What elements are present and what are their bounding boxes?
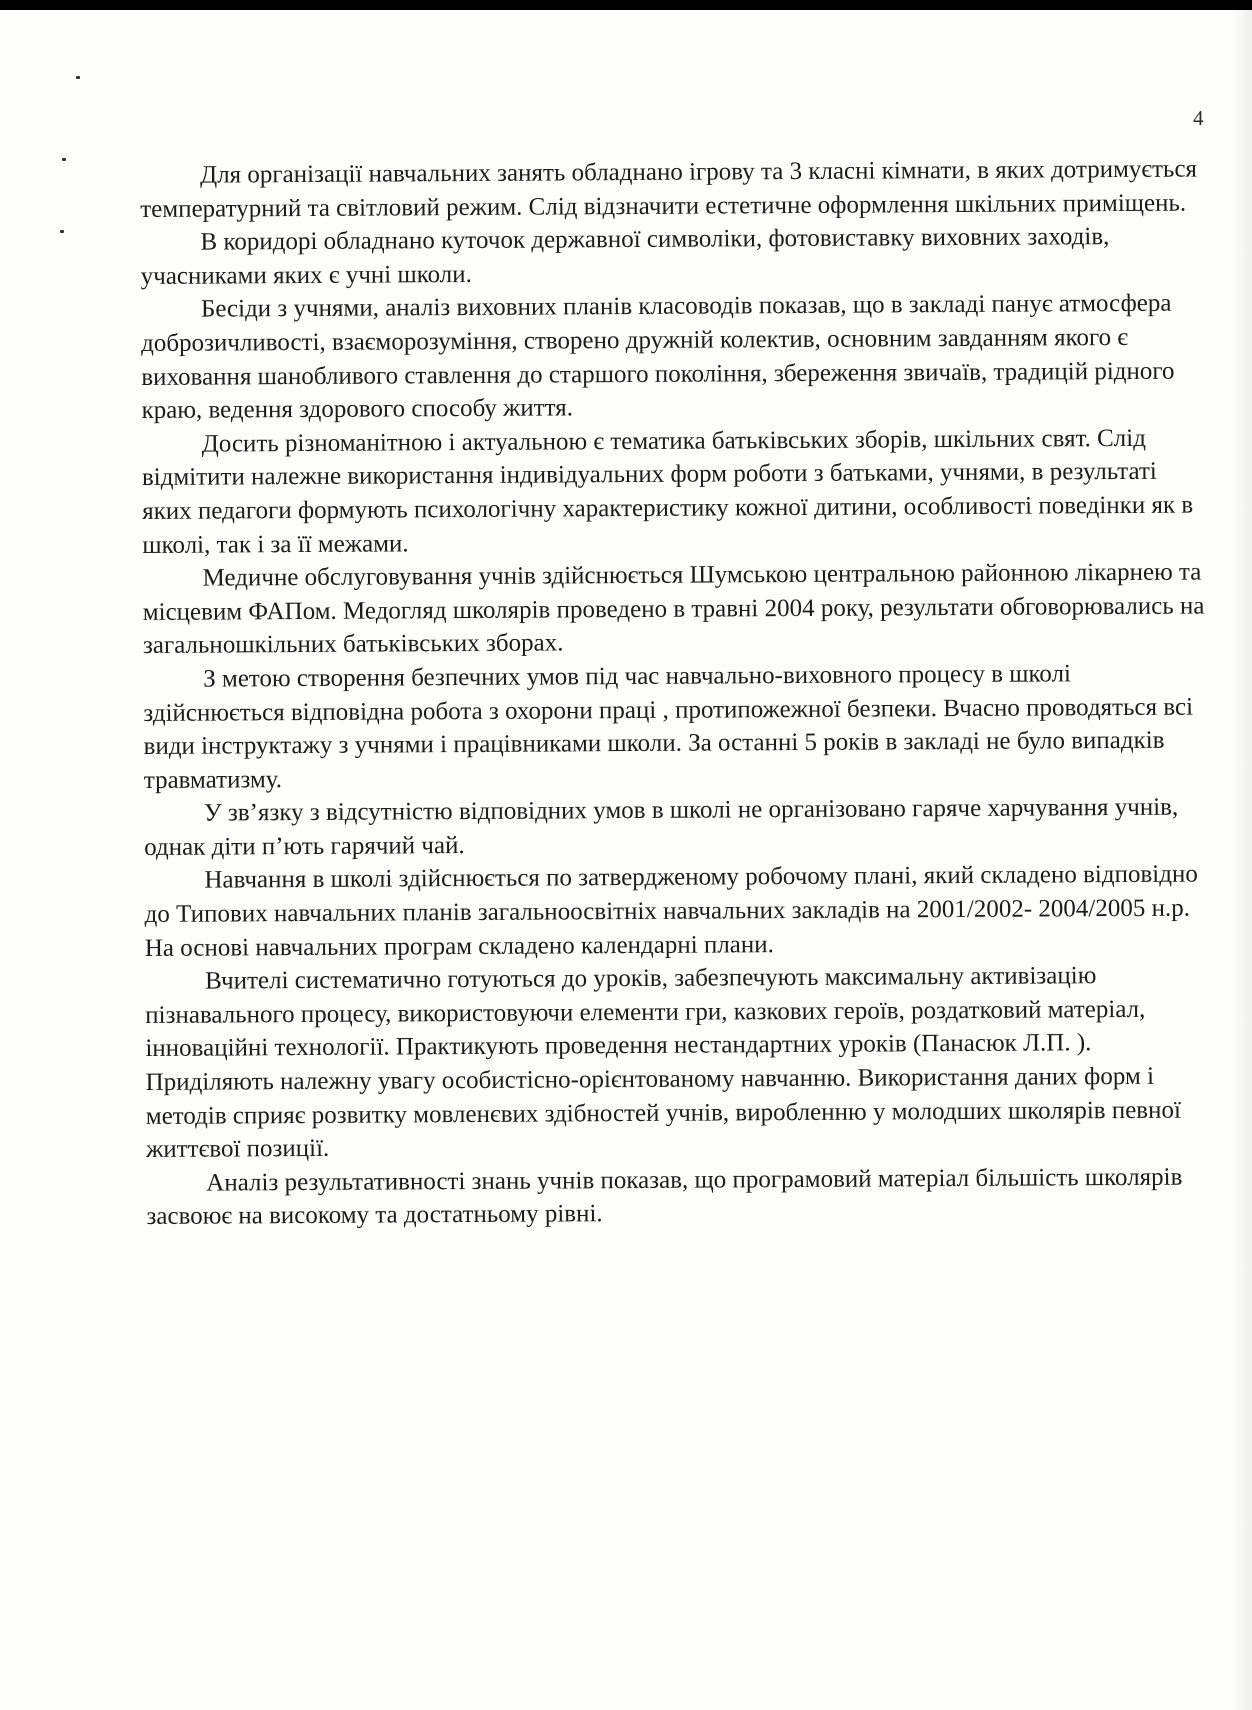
scan-speck [62, 158, 66, 161]
paragraph-teachers: Вчителі систематично готуються до уроків, забезпечують максимальну активізацію пізнавального процесу, використовуючи елементи гри, казкових героїв, роздатковий матеріал, інноваційні технології. Практикують проведення нестандартних уроків (Панасюк Л.П. ). Приділяють належну увагу особистісно-орієнтованому навчанню. Використання даних форм і методів сприяє розвитку мовленєвих здібностей учнів, виробленню у молодших школярів певної життєвої позиції. [145, 962, 1181, 1164]
scan-speck [76, 76, 80, 79]
paragraph-corridor: В коридорі обладнано куточок державної символіки, фотовиставку виховних заходів, учасниками яких є учні школи. [140, 223, 1110, 290]
scan-speck [60, 230, 64, 233]
paragraph-meals: У зв’язку з відсутністю відповідних умов в школі не організовано гаряче харчування учнів, однак діти п’ють гарячий чай. [144, 793, 1179, 861]
paragraph-results: Аналіз результативності знань учнів показав, що програмовий матеріал більшість школярів засвоює на високому та достатньому рівні. [146, 1163, 1183, 1231]
paragraph-facilities: Для організації навчальних занять обладнано ігрову та 3 класні кімнати, в яких дотримується температурний та світловий режим. Слід відзначити естетичне оформлення шкільних приміщень. [140, 155, 1198, 223]
page-edge-shadow [1234, 10, 1252, 1710]
page-number: 4 [1193, 106, 1204, 130]
paragraph-curriculum: Навчання в школі здійснюється по затвердженому робочому плані, який складено відповідно до Типових навчальних планів загальноосвітніх навчальних закладів на 2001/2002- 2004/2005 н.р. На основі навчальних програм складено календарні плани. [144, 861, 1198, 962]
paragraph-parents-meetings: Досить різноманітною і актуальною є тематика батьківських зборів, шкільних свят. Слід відмітити належне використання індивідуальних форм роботи з батьками, учнями, в результаті яких педагоги формують психологічну характеристику кожної дитини, особливості поведінки як в школі, так і за її межами. [141, 424, 1194, 559]
paragraph-atmosphere: Бесіди з учнями, аналіз виховних планів класоводів показав, що в закладі панує атмосфера доброзичливості, взаєморозуміння, створено дружній колектив, основним завданням якого є виховання шанобливого ставлення до старшого покоління, збереження звичаїв, традицій рідного краю, ведення здорового способу життя. [141, 290, 1175, 425]
paragraph-medical: Медичне обслуговування учнів здійснюється Шумською центральною районною лікарнею та місцевим ФАПом. Медогляд школярів проведено в травні 2004 року, результати обговорювались на загальношкільних батьківських зборах. [142, 558, 1205, 660]
paragraph-safety: З метою створення безпечних умов під час навчально-виховного процесу в школі здійснюється відповідна робота з охорони праці , протипожежної безпеки. Вчасно проводяться всі види інструктажу з учнями і працівниками школи. За останні 5 років в закладі не було випадків травматизму. [143, 660, 1194, 794]
document-body [140, 152, 1215, 1234]
scanned-page [0, 10, 1252, 1710]
